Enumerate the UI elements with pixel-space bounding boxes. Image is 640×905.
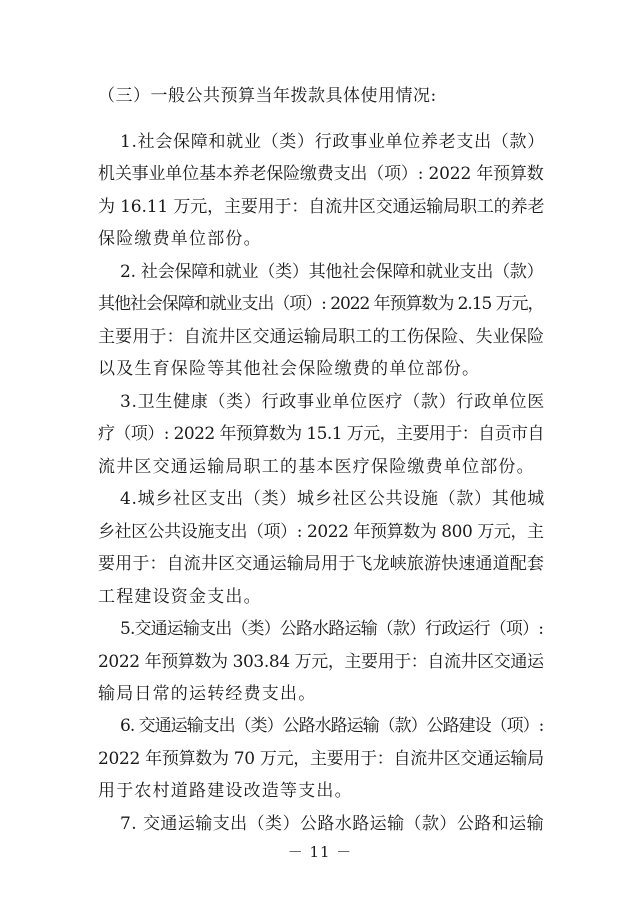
paragraph-6-line-2: 2022 年预算数为 70 万元，主要用于：自流井区交通运输局: [98, 749, 544, 769]
paragraph-1-line-1: 1.社会保障和就业（类）行政事业单位养老支出（款）: [120, 132, 545, 152]
paragraph-5-line-1: 5.交通运输支出（类）公路水路运输（款）行政运行（项）:: [120, 619, 544, 639]
paragraph-5-line-2: 2022 年预算数为 303.84 万元，主要用于：自流井区交通运: [98, 652, 544, 672]
page-number: － 11 －: [287, 843, 353, 861]
paragraph-2-line-4: 以及生育保险等其他社会保险缴费的单位部份。: [98, 359, 481, 379]
paragraph-1-line-4: 保险缴费单位部份。: [98, 229, 262, 249]
paragraph-4-line-2: 乡社区公共设施支出（项）: 2022 年预算数为 800 万元，主: [98, 522, 544, 542]
paragraph-3-line-2: 疗（项）: 2022 年预算数为 15.1 万元，主要用于：自贡市自: [98, 424, 544, 444]
section-heading: （三）一般公共预算当年拨款具体使用情况:: [98, 86, 437, 106]
paragraph-4-line-3: 要用于：自流井区交通运输局用于飞龙峡旅游快速通道配套: [98, 554, 545, 574]
paragraph-6-line-1: 6. 交通运输支出（类）公路水路运输（款）公路建设（项）:: [120, 716, 544, 736]
paragraph-7-line-1: 7. 交通运输支出（类）公路水路运输（款）公路和运输: [120, 814, 545, 834]
paragraph-1-line-2: 机关事业单位基本养老保险缴费支出（项）: 2022 年预算数: [98, 164, 544, 184]
paragraph-2-line-2: 其他社会保障和就业支出（项）: 2022 年预算数为 2.15 万元，: [98, 294, 544, 314]
paragraph-1-line-3: 为 16.11 万元，主要用于：自流井区交通运输局职工的养老: [98, 197, 545, 217]
paragraph-5-line-3: 输局日常的运转经费支出。: [98, 684, 317, 704]
paragraph-2-line-1: 2. 社会保障和就业（类）其他社会保障和就业支出（款）: [120, 262, 544, 282]
paragraph-3-line-3: 流井区交通运输局职工的基本医疗保险缴费单位部份。: [98, 457, 535, 477]
paragraph-4-line-4: 工程建设资金支出。: [98, 587, 262, 607]
paragraph-4-line-1: 4.城乡社区支出（类）城乡社区公共设施（款）其他城: [120, 489, 545, 509]
paragraph-3-line-1: 3.卫生健康（类）行政事业单位医疗（款）行政单位医: [120, 392, 545, 412]
paragraph-6-line-3: 用于农村道路建设改造等支出。: [98, 781, 353, 801]
paragraph-2-line-3: 主要用于：自流井区交通运输局职工的工伤保险、失业保险: [98, 327, 545, 347]
